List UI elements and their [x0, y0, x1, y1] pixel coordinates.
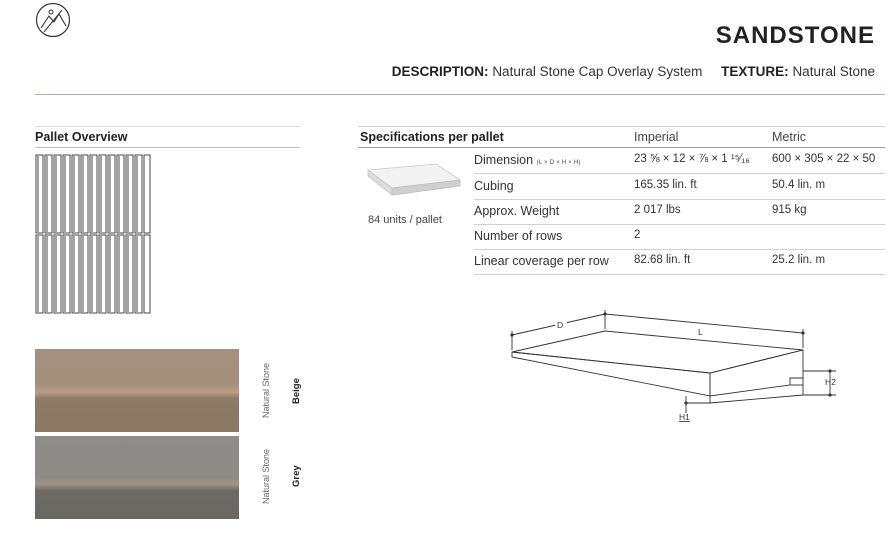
dim-label-l: L	[698, 327, 703, 337]
product-title: SANDSTONE	[715, 22, 875, 49]
swatch-beige	[35, 349, 239, 432]
cap-unit-image	[366, 160, 462, 200]
units-per-pallet: 84 units / pallet	[368, 214, 442, 226]
header-divider	[35, 94, 885, 95]
spec-row-cubing	[474, 174, 885, 200]
swatch-grey-material: Natural Stone	[261, 448, 271, 504]
spec-metric: 600 × 305 × 22 × 50	[772, 153, 876, 165]
texture-label: TEXTURE:	[721, 64, 789, 79]
spec-imperial: 165.35 lin. ft	[634, 179, 697, 191]
spec-imperial: 82.68 lin. ft	[634, 254, 691, 266]
dim-label-h2: H2	[825, 377, 836, 387]
spec-metric: 915 kg	[772, 204, 807, 216]
spec-sub: (L × D × H × H)	[536, 159, 581, 166]
spec-table-heading: Specifications per pallet	[360, 130, 504, 144]
pallet-overview-rule	[35, 147, 300, 148]
description-value: Natural Stone Cap Overlay System	[492, 64, 703, 79]
spec-label: Number of rows	[474, 229, 563, 243]
swatch-grey	[35, 436, 239, 519]
spec-row-weight	[474, 199, 885, 225]
swatch-beige-material: Natural Stone	[261, 362, 271, 418]
dim-label-d: D	[557, 320, 564, 330]
brand-logo-icon	[35, 2, 71, 38]
spec-label: Approx. Weight	[474, 204, 560, 218]
col-metric-header: Metric	[772, 130, 807, 144]
spec-table-top-rule	[358, 126, 885, 127]
cap-dimension-diagram	[500, 305, 845, 430]
swatch-grey-color: Grey	[291, 465, 302, 487]
col-imperial-header: Imperial	[634, 130, 679, 144]
spec-label: Linear coverage per row	[474, 254, 609, 268]
description-line	[392, 64, 875, 79]
spec-imperial: 23 ⅝ × 12 × ⅞ × 1 ¹⁵⁄₁₆	[634, 153, 750, 165]
spec-label: Dimension	[474, 153, 534, 167]
swatch-beige-color: Beige	[291, 378, 302, 404]
spec-imperial: 2	[634, 229, 641, 241]
description-label: DESCRIPTION:	[391, 64, 489, 79]
spec-imperial: 2 017 lbs	[634, 204, 681, 216]
dim-label-h1: H1	[679, 412, 690, 422]
spec-row-dimension	[474, 148, 885, 174]
spec-metric: 25.2 lin. m	[772, 254, 826, 266]
spec-metric: 50.4 lin. m	[772, 179, 826, 191]
pallet-overview-drawing	[35, 154, 151, 316]
pallet-overview-heading: Pallet Overview	[35, 130, 128, 144]
pallet-overview-top-rule	[35, 126, 300, 127]
spec-row-rows	[474, 224, 885, 250]
texture-value: Natural Stone	[792, 64, 875, 79]
spec-row-coverage	[474, 249, 885, 275]
spec-label: Cubing	[474, 179, 514, 193]
